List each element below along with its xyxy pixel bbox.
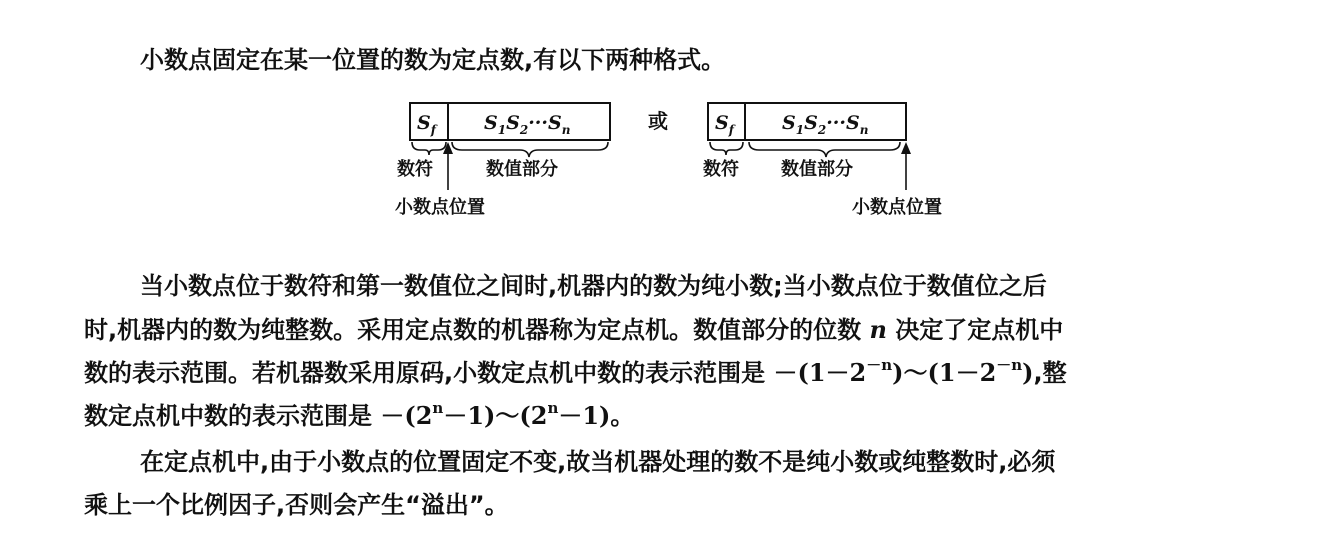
sign-brace-right [710, 142, 743, 155]
arrow-head-icon [901, 142, 911, 154]
value-label-right: 数值部分 [781, 159, 853, 180]
point-label-right: 小数点位置 [852, 197, 942, 218]
format-right [703, 103, 942, 218]
fraction-range: $-(1-2^{-n})\sim(1-2^{-n})$ [773, 356, 1034, 387]
paragraph2-line2: 乘上一个比例因子,否则会产生“溢出”。 [84, 491, 509, 519]
fixed-point-format-diagram [0, 0, 1341, 260]
value-cell-left: $S_1S_2\cdot\cdot\cdot S_n$ [484, 112, 571, 137]
sign-brace-left [412, 142, 446, 155]
value-brace-left [452, 142, 608, 157]
paragraph1-line2: 时,机器内的数为纯整数。采用定点数的机器称为定点机。数值部分的位数 n 决定了定点机中 [84, 315, 1064, 344]
sign-label-left: 数符 [397, 159, 433, 180]
value-label-left: 数值部分 [486, 159, 558, 180]
sign-cell-right: $S_f$ [715, 112, 734, 137]
paragraph1-line3: 数的表示范围。若机器数采用原码,小数定点机中数的表示范围是 $-(1-2^{-n})\sim(1-2^{-n})$,整 [84, 356, 1067, 387]
paragraph1-line4: 数定点机中数的表示范围是 $-(2^n-1)\sim(2^n-1)$。 [84, 399, 635, 430]
sign-cell-left: $S_f$ [417, 112, 436, 137]
integer-range: $-(2^n-1)\sim(2^n-1)$ [380, 399, 611, 430]
paragraph2-line1: 在定点机中,由于小数点的位置固定不变,故当机器处理的数不是纯小数或纯整数时,必须 [140, 448, 1056, 476]
value-brace-right [749, 142, 900, 157]
or-word: 或 [648, 109, 668, 133]
sign-label-right: 数符 [703, 159, 739, 180]
paragraph1-line1: 当小数点位于数符和第一数值位之间时,机器内的数为纯小数;当小数点位于数值位之后 [140, 272, 1047, 300]
format-left [395, 103, 610, 218]
point-label-left: 小数点位置 [395, 197, 485, 218]
intro-text: 小数点固定在某一位置的数为定点数,有以下两种格式。 [140, 46, 726, 74]
value-cell-right: $S_1S_2\cdot\cdot\cdot S_n$ [782, 112, 869, 137]
